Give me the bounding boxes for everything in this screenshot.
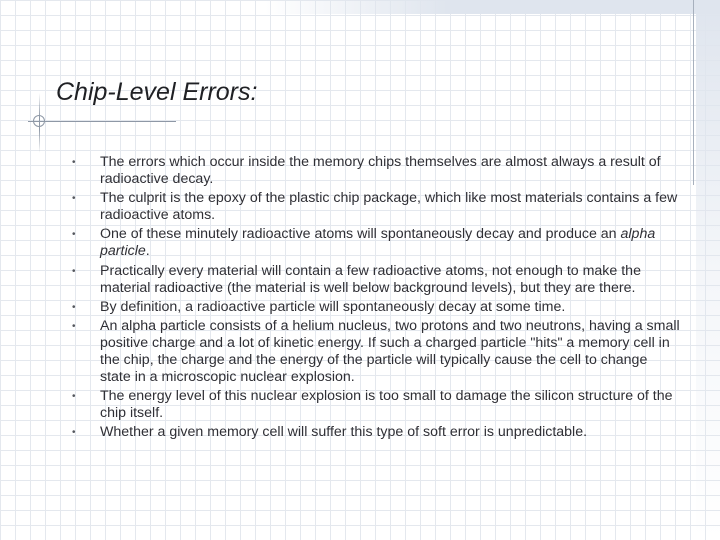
- bullet-dot: •: [72, 193, 76, 205]
- bullet-dot: •: [72, 391, 76, 403]
- bullet-dot: •: [72, 301, 76, 313]
- bullet-list: [70, 154, 682, 444]
- bullet-dot: •: [72, 320, 76, 332]
- right-decorative-band: [696, 0, 720, 540]
- bullet-item: [70, 226, 682, 260]
- bullet-text: By definition, a radioactive particle will spontaneously decay at some time.: [100, 298, 566, 315]
- bullet-item: [70, 424, 682, 441]
- bullet-text: .: [145, 243, 150, 260]
- title-underline: [28, 121, 176, 122]
- bullet-item: [70, 263, 682, 297]
- bullet-text: An alpha particle consists of a helium nucleus, two protons and two neutrons, having a small positive charge and a lot of kinetic energy. If such a charged particle "hits" a memory cell in the chip, the charge and the energy of the particle will typically cause the cell to change state in a microscopic nuclear explosion.: [100, 317, 680, 386]
- bullet-text: One of these minutely radioactive atoms will spontaneously decay and produce an: [100, 226, 621, 243]
- vertical-accent-line: [693, 0, 694, 185]
- bullet-text: The culprit is the epoxy of the plastic chip package, which like most materials contains a few radioactive atoms.: [100, 190, 678, 224]
- bullet-dot: •: [72, 229, 76, 241]
- bullet-text: The errors which occur inside the memory chips themselves are almost always a result of radioactive decay.: [100, 154, 661, 188]
- bullet-item: [70, 299, 682, 316]
- bullet-dot: •: [72, 265, 76, 277]
- bullet-text: The energy level of this nuclear explosion is too small to damage the silicon structure of the chip itself.: [100, 388, 673, 422]
- slide-title: Chip-Level Errors:: [56, 78, 258, 106]
- bullet-dot: •: [72, 427, 76, 439]
- bullet-text: Whether a given memory cell will suffer this type of soft error is unpredictable.: [100, 424, 588, 441]
- bullet-text: Practically every material will contain a few radioactive atoms, not enough to make the material radioactive (the material is well below background levels), but they are there.: [100, 262, 641, 296]
- bullet-emphasis: alpha particle: [100, 226, 656, 260]
- bullet-item: [70, 190, 682, 224]
- top-decorative-band: [265, 0, 720, 14]
- bullet-item: [70, 318, 682, 386]
- bullet-item: [70, 388, 682, 422]
- bullet-item: [70, 154, 682, 188]
- bullet-dot: •: [72, 157, 76, 168]
- title-ring-ornament: [33, 115, 45, 127]
